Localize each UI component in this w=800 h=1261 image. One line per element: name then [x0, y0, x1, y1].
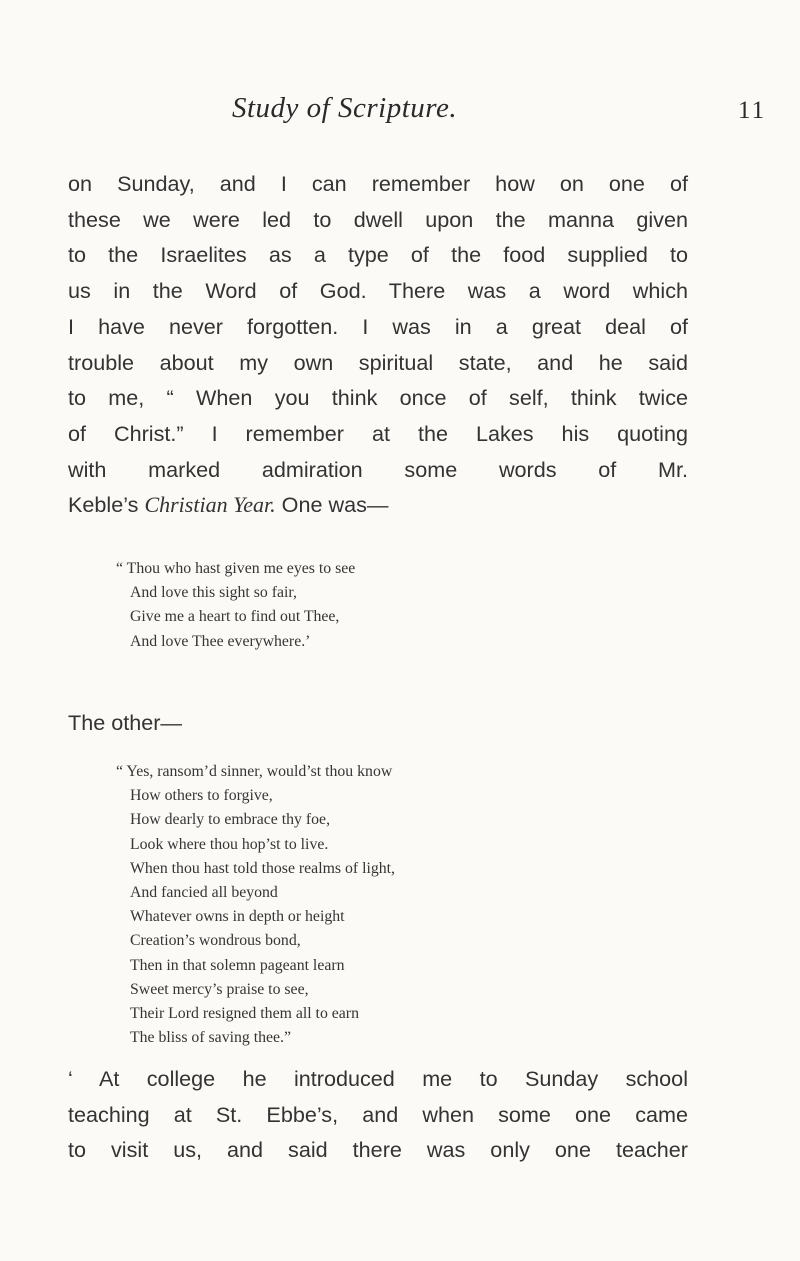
- text-line: to visit us, and said there was only one teacher: [68, 1137, 688, 1163]
- paragraph-1: [68, 166, 688, 523]
- text-line: of Christ.” I remember at the Lakes his quoting: [68, 420, 688, 446]
- verse-line: Their Lord resigned them all to earn: [130, 1005, 359, 1023]
- verse-line: “ Yes, ransom’d sinner, would’st thou know: [116, 763, 393, 780]
- verse-line: And love Thee everywhere.’: [130, 632, 311, 650]
- text-line: with marked admiration some words of Mr.: [68, 456, 688, 482]
- verse-line: And fancied all beyond: [130, 884, 278, 902]
- verse-line: How dearly to embrace thy foe,: [130, 811, 331, 829]
- verse-line: The bliss of saving thee.”: [130, 1029, 292, 1047]
- text-fragment: One was—: [275, 492, 389, 518]
- paragraph-3: [68, 1061, 688, 1168]
- book-title: Christian Year.: [144, 492, 276, 518]
- verse-line: When thou hast told those realms of light,: [130, 859, 395, 877]
- text-fragment: Keble’s: [68, 492, 145, 518]
- verse-line: “ Thou who hast given me eyes to see: [116, 560, 356, 577]
- text-line: The other—: [68, 710, 183, 735]
- verse-line: Sweet mercy’s praise to see,: [130, 980, 309, 998]
- verse-line: And love this sight so fair,: [130, 584, 297, 602]
- text-line: ‘ At college he introduced me to Sunday school: [68, 1066, 688, 1091]
- text-line: [68, 487, 688, 523]
- page-number: 11: [738, 97, 767, 124]
- verse-line: Give me a heart to find out Thee,: [130, 608, 340, 626]
- text-line: teaching at St. Ebbe’s, and when some one came: [68, 1101, 688, 1127]
- verse-line: Creation’s wondrous bond,: [130, 932, 301, 950]
- verse-quote-2: [116, 760, 676, 1050]
- running-title: Study of Scripture.: [232, 92, 458, 124]
- paragraph-2: [68, 705, 688, 741]
- verse-line: Whatever owns in depth or height: [130, 908, 345, 926]
- verse-quote-1: [116, 557, 676, 654]
- verse-line: How others to forgive,: [130, 787, 273, 805]
- text-line: to the Israelites as a type of the food supplied to: [68, 242, 688, 268]
- verse-line: Then in that solemn pageant learn: [130, 956, 345, 974]
- text-line: to me, “ When you think once of self, think twice: [68, 385, 688, 411]
- text-line: us in the Word of God. There was a word which: [68, 278, 688, 304]
- text-line: these we were led to dwell upon the manna given: [68, 206, 688, 232]
- text-line: on Sunday, and I can remember how on one of: [68, 171, 688, 196]
- text-line: trouble about my own spiritual state, and he said: [68, 349, 688, 375]
- verse-line: Look where thou hop’st to live.: [130, 835, 329, 853]
- text-line: I have never forgotten. I was in a great deal of: [68, 313, 688, 339]
